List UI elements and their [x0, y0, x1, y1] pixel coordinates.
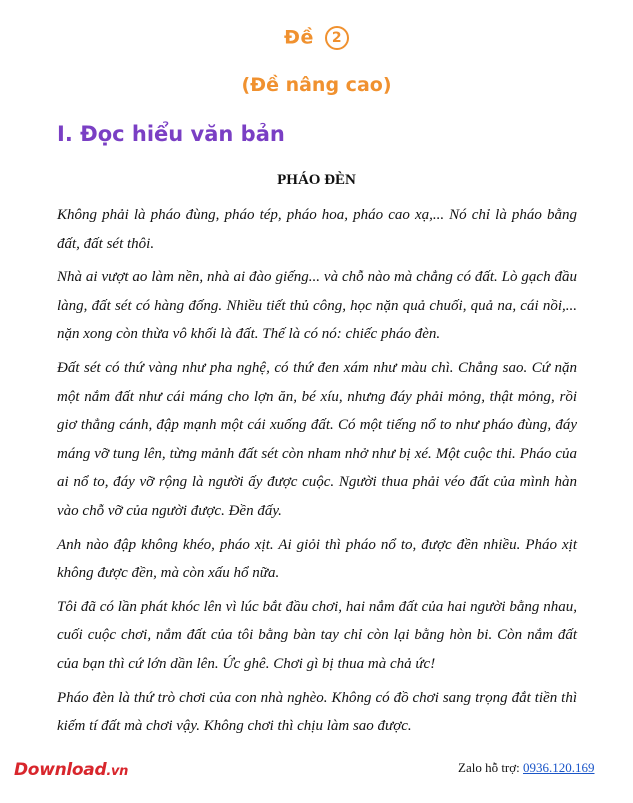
logo-text: Download [14, 760, 107, 780]
exam-label: Đề [284, 26, 314, 49]
article-title: PHÁO ĐÈN [277, 172, 356, 188]
download-logo[interactable] [14, 760, 128, 780]
paragraph: Đất sét có thứ vàng như pha nghệ, có thứ đen xám như màu chì. Chẳng sao. Cứ nặn một nắm đất như cái máng cho lợn ăn, bé xíu, nhưng đáy phải mỏng, thật mỏng, rồi giơ thẳng cánh, đập mạnh một cái xuống đất. Có một tiếng nổ to như pháo đùng, đáy máng vỡ tung lên, từng mảnh đất sét còn nham nhở như bị xé. Một cuộc thi. Pháo của ai nổ to, đáy vỡ rộng là người ấy được cuộc. Người thua phải véo đất của mình hàn vào chỗ vỡ của người được. Đền đấy. [57, 359, 577, 519]
contact-phone-link[interactable]: 0936.120.169 [523, 760, 595, 775]
exam-level: (Đề nâng cao) [241, 74, 392, 96]
paragraph: Nhà ai vượt ao làm nền, nhà ai đào giếng... và chỗ nào mà chẳng có đất. Lò gạch đầu làng, đất sét có hàng đống. Nhiều tiết thủ công, học nặn quả chuối, quả na, cái nồi,... nặn xong còn thừa vô khối là đất. Thế là có nó: chiếc pháo đèn. [57, 269, 577, 343]
paragraph: Tôi đã có lần phát khóc lên vì lúc bắt đầu chơi, hai nắm đất của hai người bằng nhau, cuối cuộc chơi, nắm đất của tôi bằng bàn tay chỉ còn lại bằng hòn bi. Còn nắm đất của bạn thì cứ lớn dần lên. Ức ghê. Chơi gì bị thua mà chả ức! [57, 598, 577, 672]
contact-label: Zalo hỗ trợ: [458, 760, 520, 775]
paragraph: Pháo đèn là thứ trò chơi của con nhà nghèo. Không có đồ chơi sang trọng đắt tiền thì kiếm tí đất mà chơi vậy. Không chơi thì chịu làm sao được. [57, 689, 577, 735]
section-heading: I. Đọc hiểu văn bản [57, 122, 285, 146]
paragraph: Không phải là pháo đùng, pháo tép, pháo hoa, pháo cao xạ,... Nó chỉ là pháo bằng đất, đất sét thôi. [57, 207, 577, 252]
article-body [57, 201, 577, 746]
exam-number-badge: 2 [325, 26, 349, 50]
paragraph: Anh nào đập không khéo, pháo xịt. Ai giỏi thì pháo nổ to, được đền nhiều. Pháo xịt không được đền, mà còn xấu hổ nữa. [57, 536, 577, 582]
footer-contact [458, 760, 595, 776]
logo-suffix: .vn [106, 764, 129, 779]
exam-title [0, 26, 633, 50]
